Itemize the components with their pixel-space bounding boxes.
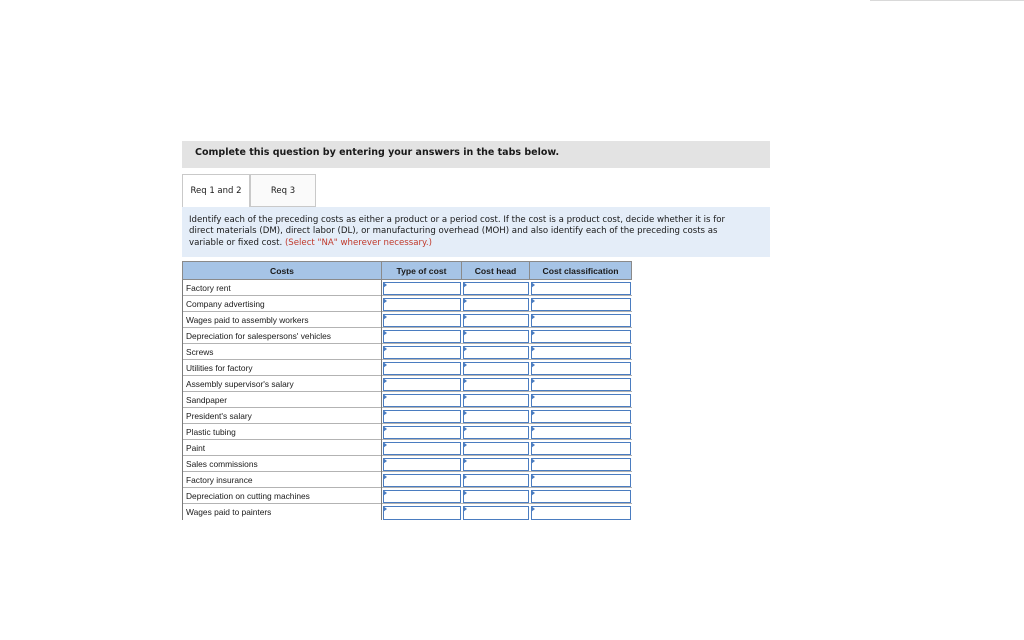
cost-classification-dropdown-cell [530,376,632,392]
cost-head-dropdown[interactable] [463,362,529,375]
cost-classification-dropdown-cell [530,424,632,440]
table-row [183,280,632,296]
table-row [183,440,632,456]
dropdown-marker-icon [531,298,535,304]
cost-classification-dropdown-cell [530,440,632,456]
cost-classification-dropdown-cell [530,488,632,504]
header-type-of-cost: Type of cost [382,262,462,280]
cost-classification-dropdown-cell [530,344,632,360]
cost-classification-dropdown-cell [530,472,632,488]
dropdown-marker-icon [463,410,467,416]
table-row [183,456,632,472]
cost-head-dropdown-cell [462,456,530,472]
cost-item-label: Utilities for factory [183,360,382,376]
type-of-cost-dropdown[interactable] [383,474,461,487]
dropdown-marker-icon [463,442,467,448]
dropdown-marker-icon [383,426,387,432]
cost-head-dropdown-cell [462,296,530,312]
cost-classification-dropdown-cell [530,296,632,312]
cost-classification-dropdown[interactable] [531,410,631,423]
cost-head-dropdown-cell [462,312,530,328]
instruction-line: direct materials (DM), direct labor (DL), or manufacturing overhead (MOH) and also identify each of the preceding costs as [189,226,718,237]
cost-item-label: Depreciation on cutting machines [183,488,382,504]
tab-req-1-and-2[interactable]: Req 1 and 2 [182,174,250,207]
dropdown-marker-icon [383,362,387,368]
cost-head-dropdown[interactable] [463,458,529,471]
cost-head-dropdown[interactable] [463,410,529,423]
cost-head-dropdown[interactable] [463,298,529,311]
type-of-cost-dropdown-cell [382,312,462,328]
table-row [183,392,632,408]
type-of-cost-dropdown[interactable] [383,314,461,327]
type-of-cost-dropdown-cell [382,376,462,392]
header-cost-classification: Cost classification [530,262,632,280]
dropdown-marker-icon [383,346,387,352]
dropdown-marker-icon [383,330,387,336]
cost-head-dropdown[interactable] [463,394,529,407]
cost-item-label: Depreciation for salespersons' vehicles [183,328,382,344]
type-of-cost-dropdown[interactable] [383,442,461,455]
question-instructions [182,207,770,257]
cost-classification-dropdown-cell [530,360,632,376]
cost-item-label: Wages paid to assembly workers [183,312,382,328]
cost-head-dropdown-cell [462,344,530,360]
dropdown-marker-icon [383,474,387,480]
dropdown-marker-icon [383,314,387,320]
dropdown-marker-icon [531,282,535,288]
cost-item-label: Company advertising [183,296,382,312]
cost-classification-dropdown-cell [530,408,632,424]
cost-classification-dropdown[interactable] [531,394,631,407]
cost-head-dropdown[interactable] [463,314,529,327]
type-of-cost-dropdown[interactable] [383,362,461,375]
cost-classification-dropdown[interactable] [531,346,631,359]
type-of-cost-dropdown[interactable] [383,458,461,471]
type-of-cost-dropdown[interactable] [383,298,461,311]
dropdown-marker-icon [383,442,387,448]
dropdown-marker-icon [463,394,467,400]
cost-classification-dropdown[interactable] [531,474,631,487]
cost-classification-dropdown-cell [530,328,632,344]
cost-classification-dropdown-cell [530,312,632,328]
dropdown-marker-icon [531,394,535,400]
dropdown-marker-icon [531,442,535,448]
dropdown-marker-icon [531,362,535,368]
table-row [183,424,632,440]
instruction-banner: Complete this question by entering your answers in the tabs below. [182,141,770,168]
type-of-cost-dropdown[interactable] [383,506,461,520]
dropdown-marker-icon [531,346,535,352]
dropdown-marker-icon [383,298,387,304]
table-row [183,312,632,328]
cost-head-dropdown-cell [462,328,530,344]
dropdown-marker-icon [531,330,535,336]
dropdown-marker-icon [383,394,387,400]
table-row [183,296,632,312]
dropdown-marker-icon [531,506,535,512]
cost-head-dropdown[interactable] [463,490,529,503]
cost-classification-dropdown-cell [530,392,632,408]
cost-head-dropdown[interactable] [463,282,529,295]
table-row [183,408,632,424]
cost-classification-dropdown[interactable] [531,458,631,471]
dropdown-marker-icon [463,330,467,336]
dropdown-marker-icon [463,378,467,384]
cost-head-dropdown[interactable] [463,346,529,359]
instruction-line: Identify each of the preceding costs as either a product or a period cost. If the cost is a product cost, decide whether it is for [189,215,726,225]
type-of-cost-dropdown-cell [382,360,462,376]
na-note: (Select "NA" wherever necessary.) [284,237,432,248]
cost-head-dropdown[interactable] [463,442,529,455]
cost-item-label: Screws [183,344,382,360]
table-row [183,360,632,376]
cost-classification-dropdown-cell [530,456,632,472]
cost-head-dropdown-cell [462,440,530,456]
cost-classification-table [182,261,632,520]
dropdown-marker-icon [531,378,535,384]
type-of-cost-dropdown-cell [382,424,462,440]
type-of-cost-dropdown-cell [382,488,462,504]
type-of-cost-dropdown[interactable] [383,426,461,439]
table-row [183,504,632,520]
cost-item-label: Plastic tubing [183,424,382,440]
cost-item-label: Paint [183,440,382,456]
type-of-cost-dropdown[interactable] [383,282,461,295]
table-header-row [183,262,632,280]
dropdown-marker-icon [463,458,467,464]
cost-head-dropdown[interactable] [463,474,529,487]
cost-head-dropdown-cell [462,280,530,296]
cost-head-dropdown-cell [462,424,530,440]
instruction-line-last [189,238,770,249]
type-of-cost-dropdown-cell [382,504,462,520]
dropdown-marker-icon [531,410,535,416]
type-of-cost-dropdown[interactable] [383,394,461,407]
type-of-cost-dropdown-cell [382,456,462,472]
cost-head-dropdown[interactable] [463,426,529,439]
top-divider [870,0,1024,1]
dropdown-marker-icon [531,458,535,464]
type-of-cost-dropdown-cell [382,296,462,312]
dropdown-marker-icon [383,282,387,288]
type-of-cost-dropdown[interactable] [383,410,461,423]
table-row [183,376,632,392]
cost-item-label: Sandpaper [183,392,382,408]
cost-head-dropdown-cell [462,472,530,488]
dropdown-marker-icon [463,362,467,368]
cost-head-dropdown-cell [462,360,530,376]
cost-item-label: Sales commissions [183,456,382,472]
header-costs: Costs [183,262,382,280]
header-cost-head: Cost head [462,262,530,280]
table-row [183,472,632,488]
cost-classification-dropdown-cell [530,504,632,520]
cost-classification-dropdown[interactable] [531,362,631,375]
cost-classification-dropdown[interactable] [531,282,631,295]
cost-classification-dropdown[interactable] [531,314,631,327]
cost-item-label: President's salary [183,408,382,424]
type-of-cost-dropdown-cell [382,328,462,344]
tab-req-3[interactable]: Req 3 [250,174,316,207]
table-row [183,328,632,344]
type-of-cost-dropdown[interactable] [383,346,461,359]
type-of-cost-dropdown-cell [382,344,462,360]
dropdown-marker-icon [531,314,535,320]
cost-head-dropdown[interactable] [463,378,529,391]
cost-classification-dropdown[interactable] [531,442,631,455]
type-of-cost-dropdown-cell [382,392,462,408]
dropdown-marker-icon [383,378,387,384]
cost-classification-dropdown-cell [530,280,632,296]
table-row [183,344,632,360]
cost-classification-dropdown[interactable] [531,426,631,439]
dropdown-marker-icon [463,298,467,304]
dropdown-marker-icon [463,474,467,480]
dropdown-marker-icon [463,426,467,432]
cost-head-dropdown-cell [462,488,530,504]
type-of-cost-dropdown-cell [382,280,462,296]
cost-head-dropdown[interactable] [463,506,529,520]
dropdown-marker-icon [383,458,387,464]
cost-head-dropdown-cell [462,504,530,520]
cost-classification-dropdown[interactable] [531,490,631,503]
type-of-cost-dropdown[interactable] [383,378,461,391]
cost-classification-dropdown[interactable] [531,378,631,391]
dropdown-marker-icon [383,490,387,496]
type-of-cost-dropdown-cell [382,440,462,456]
cost-classification-dropdown[interactable] [531,506,631,520]
cost-classification-dropdown[interactable] [531,298,631,311]
cost-head-dropdown-cell [462,392,530,408]
type-of-cost-dropdown-cell [382,472,462,488]
cost-classification-dropdown[interactable] [531,330,631,343]
cost-item-label: Assembly supervisor's salary [183,376,382,392]
instruction-text: variable or fixed cost. [189,237,283,248]
cost-item-label: Factory insurance [183,472,382,488]
dropdown-marker-icon [383,410,387,416]
cost-head-dropdown-cell [462,408,530,424]
dropdown-marker-icon [463,314,467,320]
cost-head-dropdown-cell [462,376,530,392]
table-row [183,488,632,504]
type-of-cost-dropdown-cell [382,408,462,424]
dropdown-marker-icon [383,506,387,512]
dropdown-marker-icon [463,346,467,352]
dropdown-marker-icon [463,506,467,512]
dropdown-marker-icon [463,282,467,288]
type-of-cost-dropdown[interactable] [383,490,461,503]
cost-item-label: Wages paid to painters [183,504,382,520]
dropdown-marker-icon [531,490,535,496]
dropdown-marker-icon [463,490,467,496]
dropdown-marker-icon [531,474,535,480]
dropdown-marker-icon [531,426,535,432]
type-of-cost-dropdown[interactable] [383,330,461,343]
cost-head-dropdown[interactable] [463,330,529,343]
cost-item-label: Factory rent [183,280,382,296]
